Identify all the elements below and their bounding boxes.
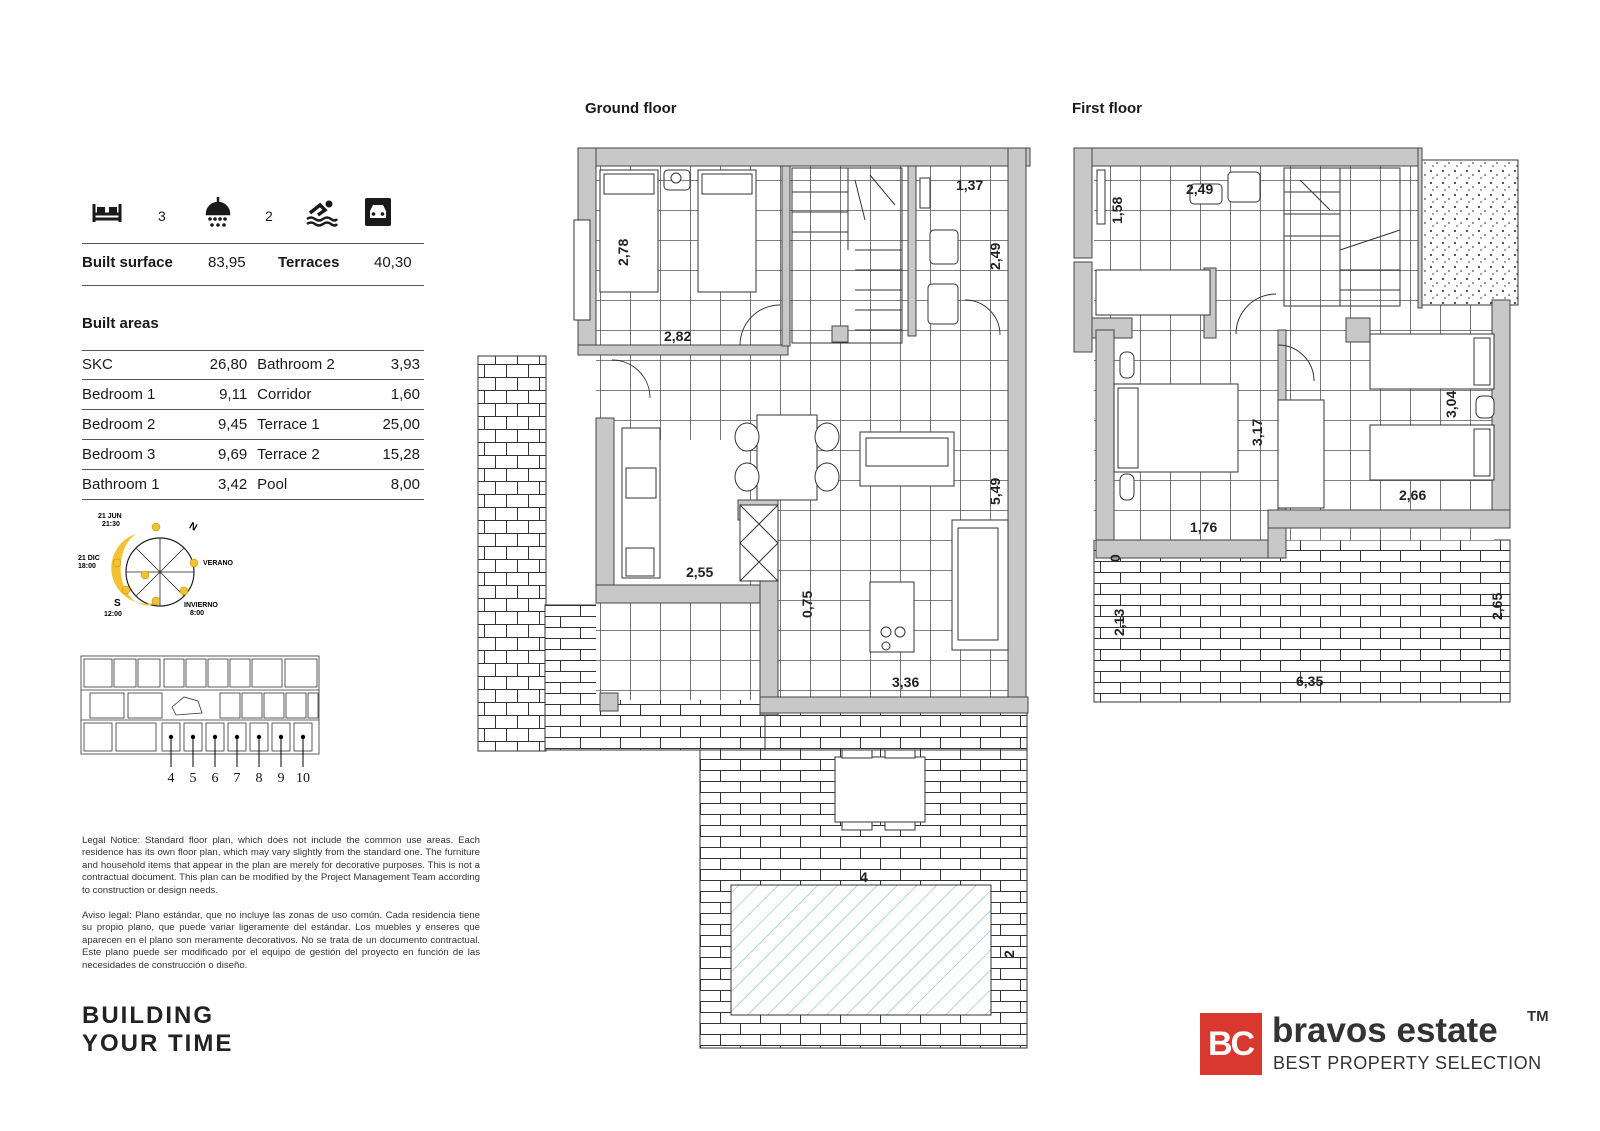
dimension-label: 0,75	[799, 590, 815, 618]
table-row: Bedroom 1 9,11 Corridor 1,60	[82, 380, 424, 410]
dimension-label: 3,17	[1249, 418, 1265, 446]
first-floor-title: First floor	[1072, 100, 1142, 117]
table-row: Bedroom 2 9,45 Terrace 1 25,00	[82, 410, 424, 440]
site-plan	[80, 655, 330, 805]
unit-number: 4	[167, 771, 175, 786]
shower-icon	[204, 196, 232, 228]
sun-orientation-diagram	[78, 513, 248, 630]
pool-icon	[306, 198, 338, 226]
north-label: N	[187, 520, 199, 534]
bedrooms-count: 3	[158, 208, 166, 224]
sun-label: INVIERNO	[184, 602, 218, 609]
dimension-label: 2,49	[987, 242, 1003, 270]
dimension-label: 1,76	[1190, 519, 1218, 535]
dimension-label: 6,35	[1296, 673, 1324, 689]
table-row: Bathroom 1 3,42 Pool 8,00	[82, 470, 424, 500]
terraces-value: 40,30	[374, 254, 412, 271]
dimension-label: 2,78	[615, 238, 631, 266]
legal-notice-es: Aviso legal: Plano estándar, que no incluye las zonas de uso común. Cada residencia tiene su propio plano, que puede variar ligeramente del estándar. Los muebles y enseres que aparecen en el plano son meramente decorativos. No se trata de un documento contractual. Este plano puede ser modificado por el equipo de gestión del proyecto en función de las necesidades de construcción o diseño.	[82, 910, 480, 971]
dimension-label: 2,65	[1489, 592, 1505, 620]
brand-logo	[1200, 1013, 1262, 1075]
dimension-label: 2,82	[664, 328, 692, 344]
dimension-label: 2,55	[686, 564, 714, 580]
built-areas-table	[82, 350, 424, 500]
first-floor-plan	[1070, 140, 1530, 710]
sun-label: VERANO	[203, 560, 233, 567]
unit-number: 10	[296, 771, 310, 786]
table-row: SKC 26,80 Bathroom 2 3,93	[82, 350, 424, 380]
dimension-label: 1,37	[956, 177, 984, 193]
unit-number: 5	[189, 771, 197, 786]
dimension-label: 1,58	[1109, 196, 1125, 224]
slogan-line: BUILDING	[82, 1002, 214, 1029]
sun-label: 8:00	[190, 610, 205, 617]
divider	[82, 243, 424, 244]
brand-name: bravos estate	[1272, 1011, 1498, 1050]
legal-notice-en: Legal Notice: Standard floor plan, which does not include the common use areas. Each residence has its own floor plan, which may vary slightly from the standard one. The furniture and household items that appear in the plan are merely for decorative purposes. This is not a contractual document. This plan can be modified by the Project Management Team according to construction or design needs.	[82, 835, 480, 896]
dimension-label: 2,13	[1111, 608, 1127, 636]
dimension-label: 2	[1001, 950, 1017, 958]
built-areas-title: Built areas	[82, 315, 159, 332]
brand-tagline: BEST PROPERTY SELECTION	[1273, 1053, 1542, 1073]
ground-floor-plan	[470, 140, 1050, 1060]
unit-number: 6	[211, 771, 219, 786]
dimension-label: 3,04	[1443, 390, 1459, 418]
terraces-label: Terraces	[278, 254, 340, 271]
brand-logo-text: BC	[1208, 1025, 1254, 1063]
brand-tm: TM	[1527, 1008, 1549, 1025]
dimension-label: 5,49	[987, 477, 1003, 505]
bathrooms-count: 2	[265, 208, 273, 224]
dimension-label: 2,49	[1186, 181, 1214, 197]
slogan	[82, 1002, 233, 1058]
dimension-label: 2,66	[1399, 487, 1427, 503]
built-surface-label: Built surface	[82, 254, 173, 271]
features-row	[82, 196, 422, 236]
parking-icon	[364, 197, 392, 227]
pool	[731, 885, 991, 1015]
unit-number: 8	[255, 771, 263, 786]
sun-label: 12:00	[104, 611, 122, 618]
unit-number: 9	[277, 771, 285, 786]
sun-label: 21 DIC	[78, 555, 100, 562]
south-label: S	[114, 598, 121, 609]
bed-icon	[92, 202, 122, 224]
ground-floor-title: Ground floor	[585, 100, 677, 117]
dimension-label: 0	[1107, 554, 1123, 562]
divider	[82, 285, 424, 286]
sun-label: 21 JUN	[98, 513, 122, 520]
dimension-label: 3,36	[892, 674, 920, 690]
sun-label: 21:30	[102, 521, 120, 528]
unit-number: 7	[233, 771, 241, 786]
dimension-label: 4	[860, 869, 868, 885]
slogan-line: YOUR TIME	[82, 1030, 234, 1057]
table-row: Bedroom 3 9,69 Terrace 2 15,28	[82, 440, 424, 470]
sun-label: 18:00	[78, 563, 96, 570]
built-surface-value: 83,95	[208, 254, 246, 271]
